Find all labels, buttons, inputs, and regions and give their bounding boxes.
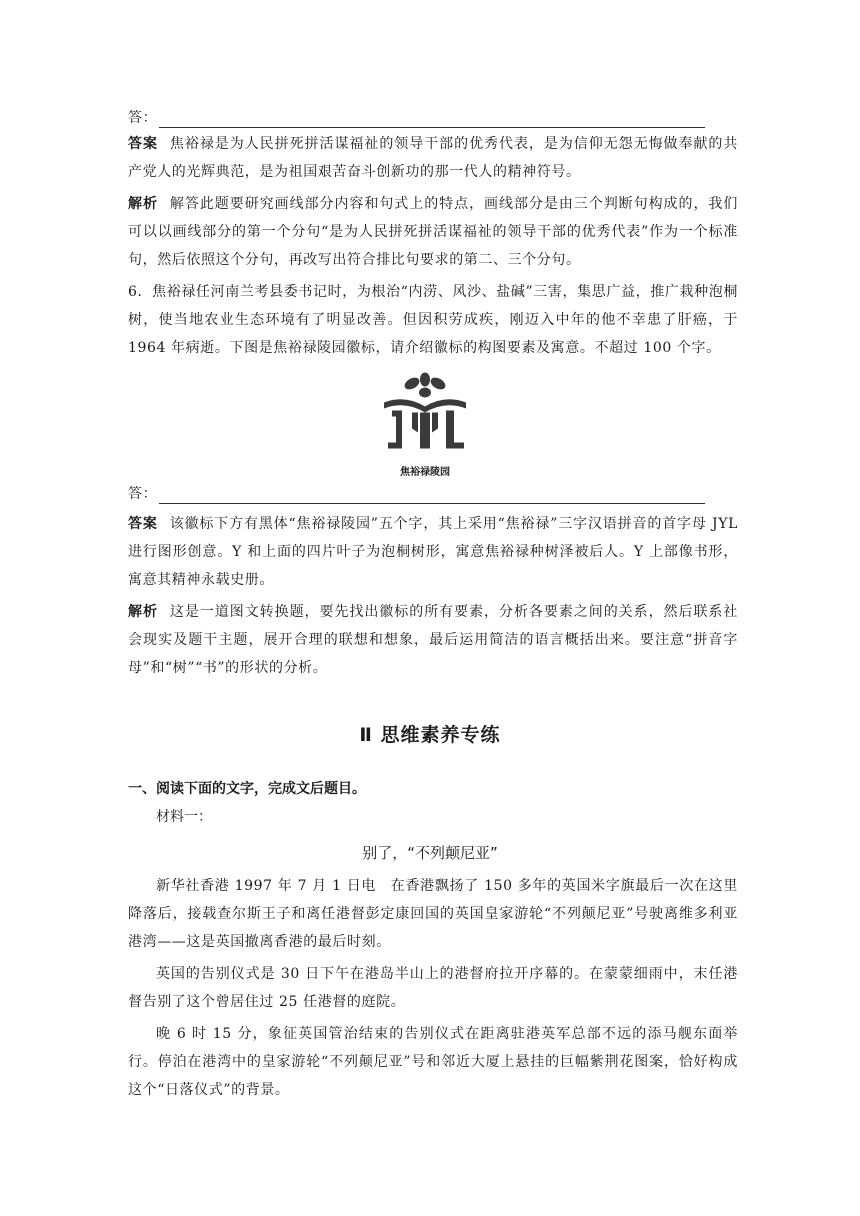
material-label: 材料一： xyxy=(156,809,212,825)
article-paragraph: 晚 6 时 15 分，象征英国管治结束的告别仪式在距离驻港英军总部不远的添马舰东面举行。停泊在港湾中的皇家游轮“不列颠尼亚”号和邻近大厦上悬挂的巨幅紫荆花图案，恰好构成这个“日落仪式”的背景。 xyxy=(128,1026,738,1098)
article-paragraph: 英国的告别仪式是 30 日下午在港岛半山上的港督府拉开序幕的。在蒙蒙细雨中，末任港督告别了这个曾居住过 25 任港督的庭院。 xyxy=(128,966,738,1010)
q6-answer xyxy=(128,510,738,594)
q6-question: 6．焦裕禄任河南兰考县委书记时，为根治“内涝、风沙、盐碱”三害，集思广益，推广栽种泡桐树，使当地农业生态环境有了明显改善。但因积劳成疾，刚迈入中年的他不幸患了肝癌，于 1964 年病逝。下图是焦裕禄陵园徽标，请介绍徽标的构图要素及寓意。不超过 100 个字。 xyxy=(128,284,738,356)
answer-prompt: 答： xyxy=(128,110,158,126)
article-paragraph: 新华社香港 1997 年 7 月 1 日电 在香港飘扬了 150 多年的英国米字旗最后一次在这里降落后，接载查尔斯王子和离任港督彭定康回国的英国皇家游轮“不列颠尼亚”号驶离维多利亚港湾——这是英国撤离香港的最后时刻。 xyxy=(128,878,738,950)
q6-analysis xyxy=(128,598,738,682)
q5-analysis xyxy=(128,190,738,274)
q5-answer xyxy=(128,130,738,186)
answer-text: 该徽标下方有黑体“焦裕禄陵园”五个字，其上采用“焦裕禄”三字汉语拼音的首字母 JYL 进行图形创意。Y 和上面的四片叶子为泡桐树形，寓意焦裕禄种树泽被后人。Y 上部像书形，寓意其精神永载史册。 xyxy=(128,516,739,588)
q5-answer-line xyxy=(128,108,738,128)
answer-prompt: 答： xyxy=(128,486,158,502)
section-title: Ⅱ 思维素养专练 xyxy=(359,724,501,746)
analysis-text: 解答此题要研究画线部分内容和句式上的特点，画线部分是由三个判断句构成的，我们可以以画线部分的第一个分句“是为人民拼死拼活谋福祉的领导干部的优秀代表”作为一个标准句，然后依照这个分句，再改写出符合排比句要求的第二、三个分句。 xyxy=(128,196,738,268)
analysis-text: 这是一道图文转换题，要先找出徽标的所有要素，分析各要素之间的关系，然后联系社会现实及题干主题，展开合理的联想和想象，最后运用简洁的语言概括出来。要注意“拼音字母”和“树”“书”的形状的分析。 xyxy=(128,604,738,676)
answer-text: 焦裕禄是为人民拼死拼活谋福祉的领导干部的优秀代表，是为信仰无怨无悔做奉献的共产党人的光辉典范，是为祖国艰苦奋斗创新功的那一代人的精神符号。 xyxy=(128,136,738,180)
answer-blank[interactable] xyxy=(159,117,705,128)
emblem-caption: 焦裕禄陵园 xyxy=(400,467,450,478)
article-title: 别了，“不列颠尼亚” xyxy=(362,844,498,862)
q6-answer-line xyxy=(128,484,738,504)
answer-label: 答案 xyxy=(128,516,158,532)
answer-blank[interactable] xyxy=(159,493,705,504)
answer-label: 答案 xyxy=(128,136,158,152)
analysis-label: 解析 xyxy=(128,196,158,212)
reading-question: 一、阅读下面的文字，完成文后题目。 xyxy=(128,781,366,797)
analysis-label: 解析 xyxy=(128,604,158,620)
